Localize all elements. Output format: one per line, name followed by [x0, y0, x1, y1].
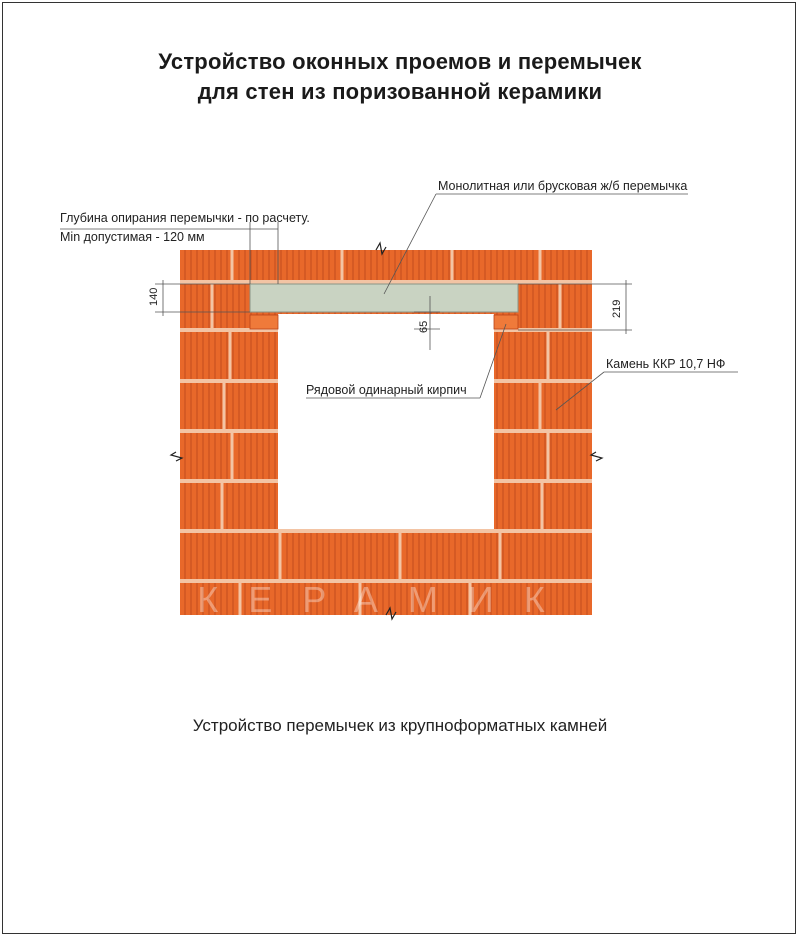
ordinary-brick-right	[494, 315, 518, 329]
page-title-line-1: Устройство оконных проемов и перемычек	[158, 49, 642, 74]
block-label: Камень ККР 10,7 НФ	[606, 357, 726, 371]
dimension-65-label: 65	[418, 320, 430, 333]
figure-caption: Устройство перемычек из крупноформатных камней	[192, 716, 608, 735]
window-opening	[278, 314, 494, 529]
watermark: КЕРАМИК	[197, 579, 575, 620]
ordinary-brick-label: Рядовой одинарный кирпич	[306, 383, 467, 397]
support-depth-label-line-2: Min допустимая - 120 мм	[60, 230, 205, 244]
ordinary-brick-left	[250, 315, 278, 329]
page-title-line-2: для стен из поризованной керамики	[197, 79, 603, 104]
support-depth-label-line-1: Глубина опирания перемычки - по расчету.	[60, 211, 310, 225]
dimension-140-label: 140	[148, 287, 160, 306]
lintel-label: Монолитная или брусковая ж/б перемычка	[438, 179, 688, 193]
lintel	[250, 284, 518, 312]
dimension-219-label: 219	[611, 299, 623, 318]
